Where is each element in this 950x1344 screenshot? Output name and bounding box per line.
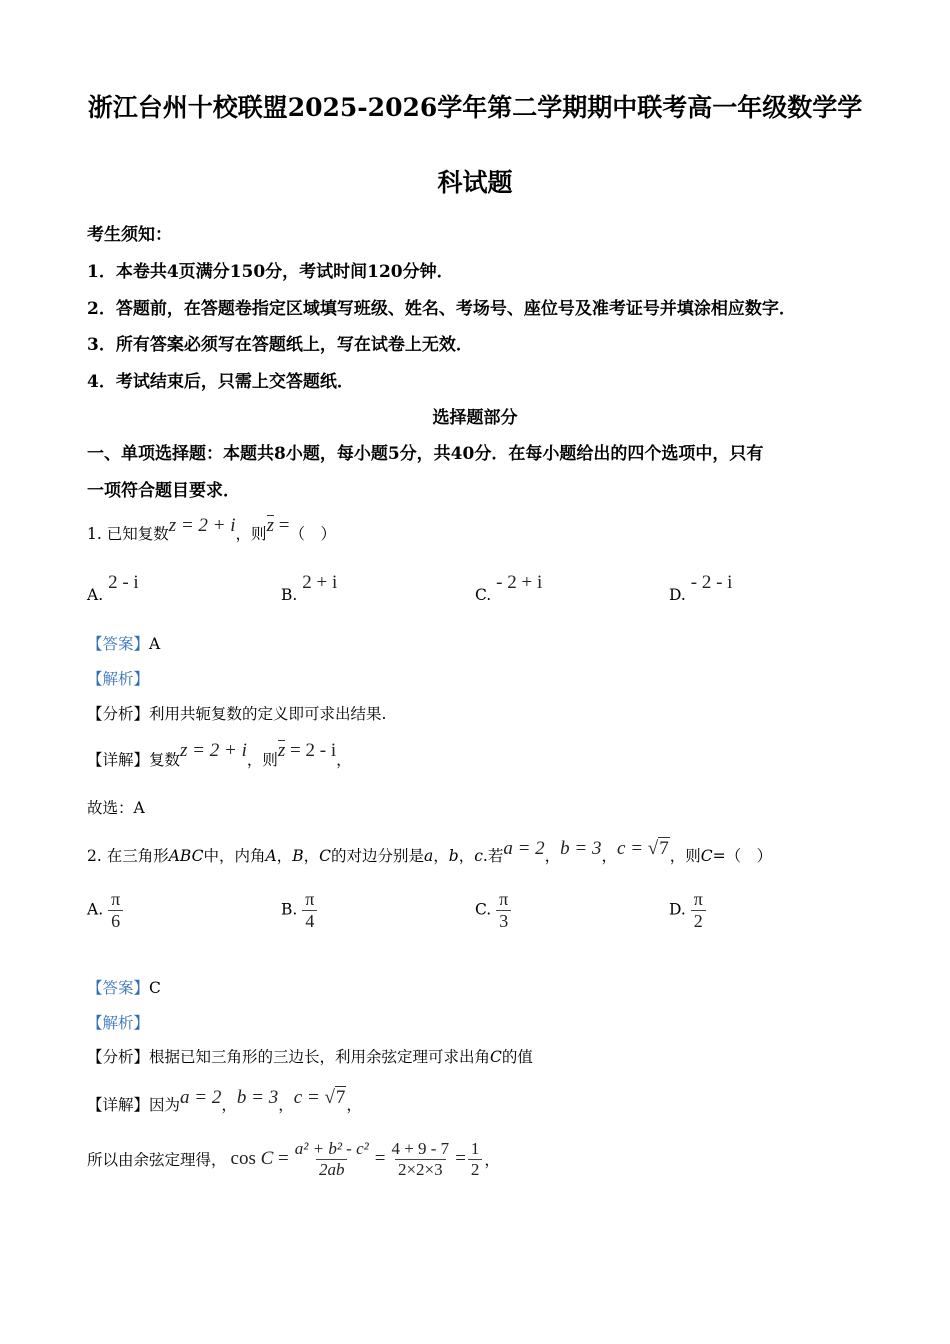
- q2-option-a-den: 6: [108, 910, 123, 931]
- q2-option-a-num: π: [111, 889, 121, 909]
- page-title-line2: 科试题: [437, 168, 513, 197]
- q2-sep-3: ，: [433, 847, 449, 865]
- q2-option-b-num: π: [305, 889, 315, 909]
- q2-fenxi-text-b: 的值: [501, 1048, 533, 1066]
- q1-detail-end: ，: [336, 751, 352, 769]
- q1-fenxi: [87, 702, 386, 724]
- q2-fenxi: [87, 1045, 533, 1067]
- q2-cos-mid-den: 2×2×3: [395, 1159, 446, 1179]
- q2-side-c: c: [474, 847, 483, 865]
- q2-detail-a: a = 2: [180, 1087, 222, 1108]
- q1-option-c-value: - 2 + i: [496, 572, 543, 593]
- q2-option-c-label: C.: [475, 900, 492, 919]
- q2-detail-c-lhs: c =: [293, 1087, 325, 1108]
- q2-detail-b: b = 3: [236, 1087, 279, 1108]
- q2-option-d-label: D.: [669, 900, 686, 919]
- q1-answer-tag: 【答案】: [87, 635, 150, 653]
- q1-detail-prefix: 复数: [149, 751, 181, 769]
- q1-stem: [87, 515, 336, 545]
- q2-option-d-num: π: [693, 889, 703, 909]
- q2-ruo: .若: [482, 847, 504, 865]
- q1-prefix: 1. 已知复数: [87, 525, 169, 543]
- q1-z-expr: z = 2 + i: [168, 515, 236, 536]
- q1-option-a: [87, 572, 139, 606]
- q1-detail-tag: 【详解】: [87, 751, 150, 769]
- q2-angle-b: B: [292, 847, 304, 865]
- q2-abc: ABC: [168, 847, 204, 865]
- q1-option-a-value: 2 - i: [108, 572, 139, 593]
- q1-fenxi-tag: 【分析】: [87, 705, 150, 723]
- q2-detail-prefix: 因为: [149, 1096, 181, 1114]
- notice-item-3: 3．所有答案必须写在答题纸上，写在试卷上无效．: [87, 335, 473, 355]
- q2-sep-6: ，: [601, 847, 618, 865]
- sqrt-icon: √: [324, 1087, 335, 1108]
- q2-option-d: [669, 890, 706, 931]
- q2-answer-tag: 【答案】: [87, 979, 150, 997]
- q2-angle-a: A: [265, 847, 277, 865]
- q2-cos-frac-den: 2ab: [316, 1159, 348, 1179]
- q1-conclusion: 故选：A: [87, 799, 145, 817]
- q2-option-c-den: 3: [496, 910, 511, 931]
- notice-item-1: 1．本卷共4页满分150分，考试时间120分钟．: [87, 262, 454, 282]
- q2-expr-c-rad: 7: [659, 838, 669, 859]
- q2-expr-b: b = 3: [560, 838, 602, 859]
- q2-option-c: [475, 890, 511, 931]
- q2-cos-res-num: 1: [470, 1139, 480, 1158]
- q2-option-a: [87, 890, 123, 931]
- q2-stem-part3: 的对边分别是: [330, 847, 424, 865]
- q2-option-d-den: 2: [691, 910, 706, 931]
- page-title-line1: 浙江台州十校联盟2025-2026学年第二学期期中联考高一年级数学学: [87, 93, 863, 122]
- q2-detail-sep-3: ，: [346, 1096, 362, 1114]
- q2-option-c-num: π: [499, 889, 509, 909]
- sqrt-icon: √: [647, 838, 659, 859]
- q2-ask: =（ ）: [712, 847, 773, 865]
- q2-then: ，则: [669, 847, 701, 865]
- q1-option-d-value: - 2 - i: [690, 572, 733, 593]
- q1-option-b-label: B.: [281, 586, 298, 604]
- q2-side-b: b: [448, 847, 459, 865]
- q1-option-c-label: C.: [475, 586, 492, 604]
- q1-detail-zbar-val: = 2 - i: [285, 740, 337, 761]
- q1-detail-z: z = 2 + i: [180, 740, 247, 761]
- q2-cos-res-den: 2: [468, 1159, 483, 1179]
- q2-fenxi-text-a: 根据已知三角形的三边长，利用余弦定理可求出角: [149, 1048, 491, 1066]
- q2-sep-2: ，: [303, 847, 320, 865]
- q2-cos-frac-num: a² + b² - c²: [294, 1139, 369, 1158]
- q2-detail: [87, 1087, 362, 1116]
- q1-option-c: [475, 572, 543, 606]
- q2-sep-1: ，: [276, 847, 293, 865]
- q1-paren: （ ）: [289, 525, 336, 543]
- section-instruction-1: 一、单项选择题：本题共8小题，每小题5分，共40分．在每小题给出的四个选项中，只有: [87, 444, 764, 464]
- q2-angle-c: C: [319, 847, 331, 865]
- q2-expr-a: a = 2: [503, 838, 545, 859]
- q2-cos-mid-num: 4 + 9 - 7: [391, 1139, 450, 1158]
- q2-answer-value: C: [149, 979, 161, 997]
- q2-cos-lhs: cos: [230, 1148, 256, 1170]
- q2-stem-part2: 中，内角: [203, 847, 266, 865]
- q2-fenxi-c: C: [490, 1048, 502, 1066]
- q1-then: ，则: [235, 525, 267, 543]
- q2-cos-c: C: [260, 1148, 274, 1170]
- q2-detail-sep-1: ，: [221, 1096, 237, 1114]
- q1-fenxi-text: 利用共轭复数的定义即可求出结果.: [149, 705, 387, 723]
- q1-analysis-tag: 【解析】: [87, 670, 150, 688]
- section-title: 选择题部分: [432, 408, 518, 428]
- q1-option-b: [281, 572, 338, 606]
- q2-cos-prefix: 所以由余弦定理得，: [87, 1151, 227, 1170]
- q2-fenxi-tag: 【分析】: [87, 1048, 150, 1066]
- q1-option-d: [669, 572, 733, 606]
- notice-item-2: 2．答题前，在答题卷指定区域填写班级、姓名、考场号、座位号及准考证号并填涂相应数字．: [87, 299, 796, 319]
- section-instruction-2: 一项符合题目要求．: [87, 481, 240, 501]
- notice-heading: 考生须知：: [87, 225, 172, 245]
- q2-option-b: [281, 890, 317, 931]
- q2-side-a: a: [423, 847, 434, 865]
- q1-option-a-label: A.: [87, 586, 104, 604]
- q2-cos-line: 所以由余弦定理得， cos C = $\frac{\text{a² + b² - c²}}{2ab}$ = $\frac{4 + 9 - 7}{2\times 2\times 3}$ = $\frac{1}{2}$ ，: [87, 1139, 500, 1179]
- q2-option-b-label: B.: [281, 900, 298, 919]
- q2-ask-c: C: [700, 847, 713, 865]
- q2-cos-end: ，: [484, 1151, 500, 1170]
- q1-detail-zbar: z: [277, 740, 286, 761]
- q2-sep-5: ，: [544, 847, 561, 865]
- q2-detail-c-rad: 7: [335, 1087, 346, 1108]
- q1-answer: [87, 632, 160, 654]
- q2-stem: [87, 838, 773, 867]
- q2-answer: [87, 976, 161, 998]
- q1-detail-then: ，则: [246, 751, 278, 769]
- q2-analysis-tag: 【解析】: [87, 1014, 150, 1032]
- q1-zbar: z: [266, 515, 274, 536]
- q2-option-a-label: A.: [87, 900, 104, 919]
- notice-item-4: 4．考试结束后，只需上交答题纸．: [87, 372, 354, 392]
- q2-sep-4: ，: [458, 847, 475, 865]
- q2-expr-c-lhs: c =: [617, 838, 648, 859]
- q2-option-b-den: 4: [302, 910, 317, 931]
- q1-detail: [87, 740, 352, 771]
- q1-eq: =: [273, 515, 290, 536]
- q2-detail-tag: 【详解】: [87, 1096, 150, 1114]
- q1-option-b-value: 2 + i: [302, 572, 338, 593]
- q1-answer-value: A: [149, 635, 161, 653]
- q1-option-d-label: D.: [669, 586, 686, 604]
- q2-detail-sep-2: ，: [278, 1096, 294, 1114]
- q2-stem-part1: 2. 在三角形: [87, 847, 169, 865]
